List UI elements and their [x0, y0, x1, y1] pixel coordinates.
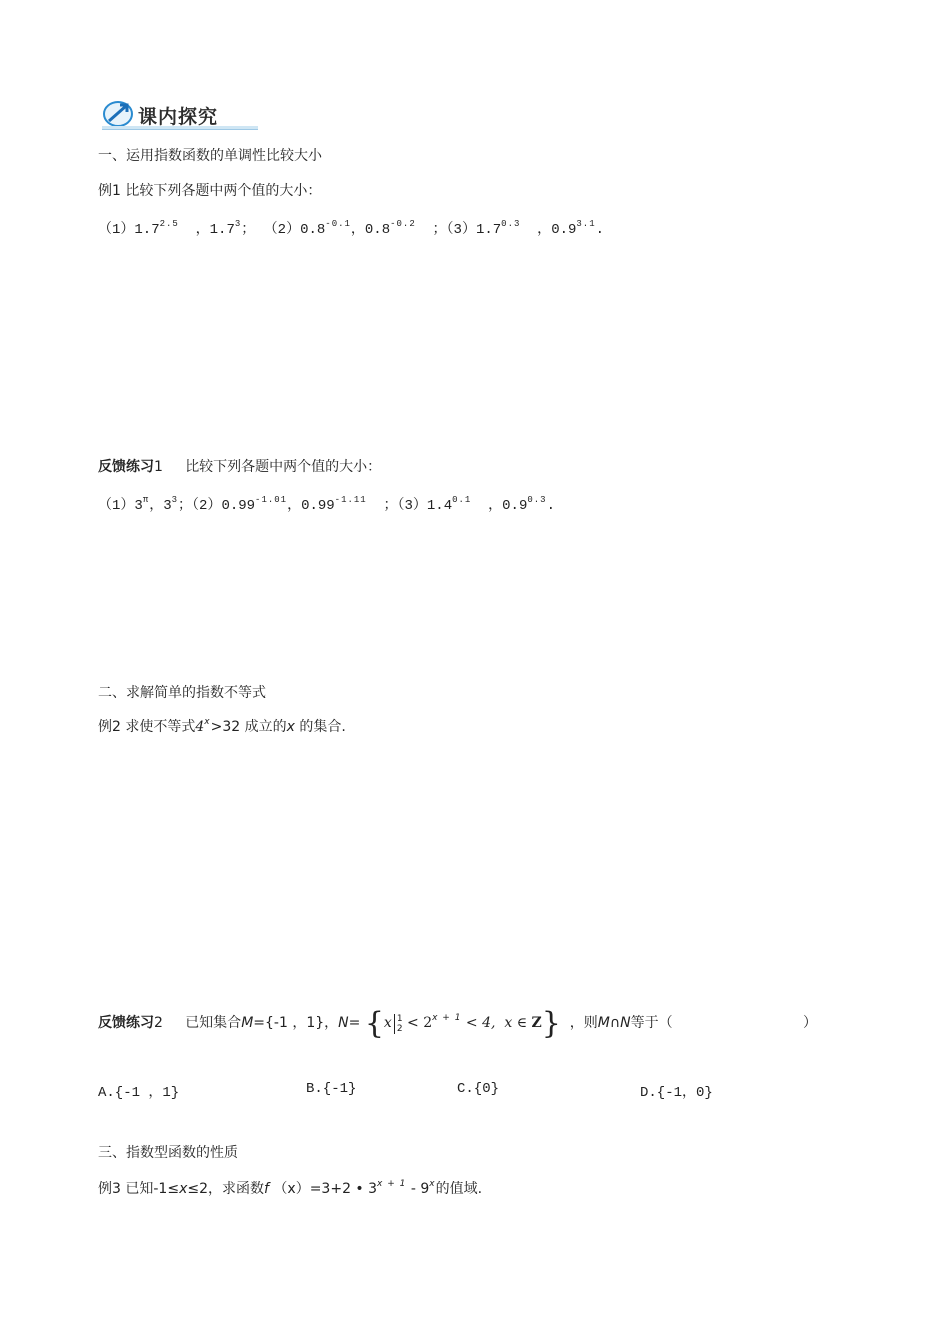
base: 3	[134, 498, 143, 514]
section-3-title: 三、指数型函数的性质	[98, 1145, 238, 1161]
function-body: =3+2 • 3	[309, 1181, 378, 1197]
example-2-pre: 求使不等式	[125, 719, 196, 735]
example-1-text: 比较下列各题中两个值的大小：	[125, 183, 322, 199]
exponent: 0.1	[452, 495, 472, 505]
separator: .	[595, 222, 605, 238]
practice-1-items: $(1)3^\pi$，$3^3$；$(2)0.99^{-1.01}$，$0.99^{-1.11}$ ；$(3)1.4^{0.1}$ ，$0.9^{0.3}$.	[98, 495, 555, 514]
section-2-title: 二、求解简单的指数不等式	[98, 685, 266, 701]
example-2-post: 的集合.	[299, 719, 346, 735]
exponent: 2.5	[159, 219, 179, 229]
fraction-denominator: 2	[396, 1024, 403, 1034]
set-n: N	[620, 1015, 631, 1031]
less-than: <	[407, 1015, 419, 1031]
option-b: B.{-1}	[306, 1081, 357, 1097]
option-a: A.{-1 ，1}	[98, 1085, 180, 1101]
integers-symbol: Z	[531, 1015, 542, 1031]
practice-2-number: 2	[154, 1015, 163, 1031]
base: 1.7	[134, 222, 160, 238]
pen-arrow-icon	[100, 98, 136, 128]
membership: x ∈	[504, 1015, 528, 1031]
section-1-title: 一、运用指数函数的单调性比较大小	[98, 148, 322, 164]
base: 0.99	[221, 498, 256, 514]
exponent: x	[429, 1179, 436, 1189]
variable: x	[383, 1015, 392, 1031]
item-number: （3）	[397, 498, 427, 514]
example-3-label: 例3	[98, 1181, 121, 1197]
example-1-items: $(1)1.7^{2.5}$ ，$1.7^3$； $(2)0.8^{-0.1}$，$0.8^{-0.2}$ ；$(3)1.7^{0.3}$ ，$0.9^{3.1}$.	[98, 219, 605, 238]
exponent: 3	[234, 219, 242, 229]
example-1-label: 例1	[98, 183, 121, 199]
item-number: （1）	[98, 222, 135, 238]
example-2-label: 例2	[98, 719, 121, 735]
practice-1-prompt	[98, 456, 381, 476]
example-3-post: 的值域.	[435, 1181, 483, 1197]
base: 1.7	[475, 222, 502, 238]
variable: x	[179, 1181, 188, 1197]
exponent: -0.2	[390, 219, 416, 229]
exponent: π	[142, 495, 150, 505]
separator: ；	[178, 498, 193, 514]
base: 1.4	[426, 498, 453, 514]
exponent: -1.11	[334, 495, 367, 505]
item-number: （2）	[192, 498, 222, 514]
exponent: x	[204, 717, 211, 727]
example-2-mid: 成立的	[244, 719, 287, 735]
intersection-symbol: ∩	[609, 1015, 621, 1031]
upper-bound: < 4,	[465, 1015, 496, 1031]
exponent: x + 1	[377, 1179, 407, 1189]
exponent: 0.3	[501, 219, 521, 229]
example-1-prompt	[98, 180, 321, 200]
exponent: x + 1	[432, 1013, 462, 1023]
exponent: 0.3	[527, 495, 547, 505]
set-m: M	[597, 1015, 610, 1031]
exponent: -0.1	[325, 219, 351, 229]
practice-2-label: 反馈练习	[98, 1015, 154, 1031]
base: 0.8	[364, 222, 391, 238]
right-brace: }	[541, 1006, 561, 1041]
base: 3	[163, 498, 172, 514]
variable: x	[286, 719, 295, 735]
function-argument: （x）	[273, 1181, 310, 1197]
minus-term: - 9	[410, 1181, 430, 1197]
practice-2-then: ，则	[569, 1015, 598, 1031]
function-name: f	[264, 1181, 269, 1197]
equals: =	[348, 1015, 361, 1031]
practice-1-number: 1	[154, 459, 163, 475]
practice-2-equals: 等于（	[630, 1015, 673, 1031]
set-m-def: ={-1 ，1}，	[253, 1015, 339, 1031]
separator: ；	[241, 222, 256, 238]
exponent: -1.01	[255, 495, 288, 505]
exponent: 3.1	[576, 219, 596, 229]
section-banner	[98, 98, 263, 132]
relation: >32	[210, 719, 241, 735]
separator: ；	[383, 498, 398, 514]
option-d: D.{-1，0}	[640, 1085, 713, 1101]
base: 0.8	[300, 222, 326, 238]
fraction-half	[394, 1014, 403, 1034]
base: 0.9	[502, 498, 528, 514]
example-2-text	[98, 716, 346, 736]
base: 0.9	[551, 222, 577, 238]
practice-1-label: 反馈练习	[98, 459, 154, 475]
example-3-mid: ≤2，求函数	[187, 1181, 265, 1197]
left-brace: {	[364, 1006, 384, 1041]
option-c: C.{0}	[457, 1081, 500, 1097]
item-number: （3）	[446, 222, 476, 238]
set-n: N	[338, 1015, 349, 1031]
set-m: M	[241, 1015, 254, 1031]
example-3-text	[98, 1178, 482, 1198]
practice-2-text	[98, 1006, 673, 1041]
banner-title: 课内探究	[138, 106, 219, 128]
answer-blank-close: ）	[803, 1015, 817, 1031]
base: 0.99	[301, 498, 335, 514]
base: 1.7	[209, 222, 235, 238]
item-number: （1）	[98, 498, 135, 514]
separator: .	[546, 498, 555, 514]
example-3-pre: 已知-1≤	[125, 1181, 180, 1197]
exponent: 3	[171, 495, 179, 505]
base: 2	[423, 1015, 433, 1031]
item-number: （2）	[263, 222, 301, 238]
practice-1-text: 比较下列各题中两个值的大小：	[185, 459, 382, 475]
separator: ；	[432, 222, 447, 238]
base: 4	[195, 719, 205, 735]
practice-2-pre: 已知集合	[185, 1015, 242, 1031]
fraction-numerator: 1	[396, 1014, 403, 1024]
